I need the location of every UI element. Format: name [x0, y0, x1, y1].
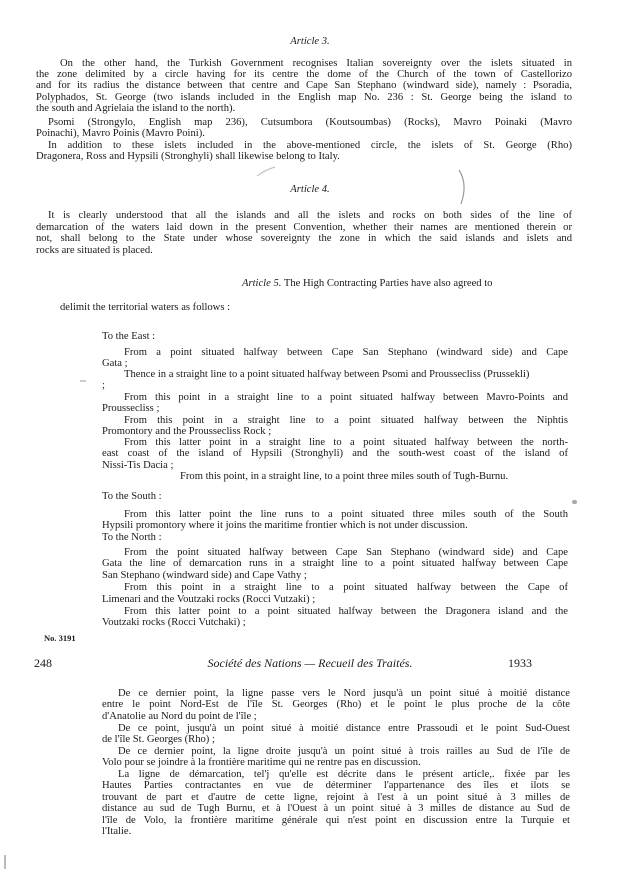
- fr-line10: trouvant de part et d'autre de cette ligne, rejoint à l'est à un point situé à 3 milles de: [102, 792, 570, 803]
- article-5-heading: Article 5.: [242, 278, 282, 289]
- east-line4: ;: [102, 380, 105, 391]
- art3-p1-line1: On the other hand, the Turkish Government recognises Italian sovereignty over the islets situated in: [60, 58, 572, 69]
- east-line5: From this point in a straight line to a point situated halfway between Mavro-Points and: [124, 392, 568, 403]
- art4-line3: not, shall belong to the State under whose sovereignty the zone in which the said islands and islets and: [36, 233, 572, 244]
- east-line6: Prousseсliss ;: [102, 403, 160, 414]
- east-line1: From a point situated halfway between Cape San Stephano (windward side) and Cape: [124, 347, 568, 358]
- fr-line9: Hautes Parties contractantes en vue de déterminer l'appartenance des îles et ilots se: [102, 780, 570, 791]
- fr-line1: De ce dernier point, la ligne passe vers le Nord jusqu'à un point situé à moitié distance: [118, 688, 570, 699]
- north-line7: Voutzaki rocks (Rocci Vutchaki) ;: [102, 617, 246, 628]
- east-line3: Thence in a straight line to a point situated halfway between Psomi and Prousseсliss (Prussekli): [124, 369, 530, 380]
- art3-p1-line3: and for its radius the distance between that centre and Cape San Stephano (windward side), namely : Psoradia,: [36, 80, 572, 91]
- south-line1: From this latter point the line runs to a point situated three miles south of the South: [124, 509, 568, 520]
- east-line9: From this latter point in a straight line to a point situated halfway between the north-: [124, 437, 568, 448]
- journal-title: Société des Nations — Recueil des Traités.: [207, 656, 413, 670]
- year: 1933: [508, 656, 532, 670]
- fr-line2: entre le point Nord-Est de l'île St. Georges (Rho) et le point le plus proche de la côte: [102, 699, 570, 710]
- art3-p2-line1: Psomi (Strongylo, English map 236), Cutsumbora (Koutsoumbas) (Rocks), Mavro Poinaki (Mavro: [48, 117, 572, 128]
- art5-intro-line1: [242, 278, 492, 290]
- north-line1: From the point situated halfway between Cape San Stephano (windward side) and Cape: [124, 547, 568, 558]
- art4-line1: It is clearly understood that all the islands and all the islets and rocks on both sides of the line of: [48, 210, 572, 221]
- fr-line6: De ce dernier point, la ligne droite jusqu'à un point situé à trois railles au Sud de l'île de: [118, 746, 570, 757]
- south-heading: To the South :: [102, 491, 162, 502]
- scan-mark: [255, 166, 277, 178]
- art4-line2: demarcation of the waters laid down in the present Convention, whether their names are mentioned therein or: [36, 222, 572, 233]
- art3-p3-line1: In addition to these islets included in the above-mentioned circle, the islets of St. George (Rho): [48, 140, 572, 151]
- east-line8: Promontory and the Prousseсliss Rock ;: [102, 426, 272, 437]
- art5-intro-text: The High Contracting Parties have also agreed to: [281, 278, 493, 289]
- north-heading: To the North :: [102, 532, 162, 543]
- art3-p1-line4: Polyphados, St. George (two islands included in the English map No. 236 : St. George being the island to: [36, 92, 572, 103]
- art3-p3-line2: Dragonera, Ross and Hypsili (Stronghyli) shall likewise belong to Italy.: [36, 151, 340, 162]
- art3-p2-line2: Poinachi), Mavro Poinis (Mavro Poini).: [36, 128, 205, 139]
- north-line5: Limenari and the Voutzaki rocks (Rocci Vutzaki) ;: [102, 594, 316, 605]
- treaty-number: No. 3191: [44, 633, 76, 643]
- fr-line3: d'Anatolie au Nord du point de l'île ;: [102, 711, 257, 722]
- north-line4: From this point in a straight line to a point situated halfway between the Cape of: [124, 582, 568, 593]
- fr-line5: de l'île St. Georges (Rho) ;: [102, 734, 215, 745]
- east-line2: Gata ;: [102, 358, 128, 369]
- north-line2: Gata the line of demarcation runs in a straight line to a point situated halfway between Cape: [102, 558, 568, 569]
- east-line7: From this point in a straight line to a point situated halfway between the Niphtis: [124, 415, 568, 426]
- scan-speck: [4, 855, 6, 869]
- south-line2: Hypsili promontory where it joins the maritime frontier which is not under discussion.: [102, 520, 468, 531]
- fr-line12: l'île de Volo, la frontière maritime générale qui n'est point en discussion entre la Turquie et: [102, 815, 570, 826]
- article-4-heading: Article 4.: [290, 184, 330, 195]
- east-heading: To the East :: [102, 331, 156, 342]
- article-3-heading: Article 3.: [290, 36, 330, 47]
- east-line12: From this point, in a straight line, to a point three miles south of Tugh-Burnu.: [180, 471, 509, 482]
- page-number: 248: [34, 656, 52, 670]
- fr-line13: l'Italie.: [102, 826, 132, 837]
- north-line6: From this latter point to a point situated halfway between the Dragonera island and the: [124, 606, 568, 617]
- north-line3: San Stephano (windward side) and Cape Vathy ;: [102, 570, 307, 581]
- fr-line4: De ce point, jusqu'à un point situé à moitié distance entre Prassoudi et le point Sud-Ouest: [118, 723, 570, 734]
- art5-intro-line2: delimit the territorial waters as follows :: [60, 302, 231, 313]
- scan-speck: [80, 380, 86, 382]
- east-line10: east coast of the island of Hypsili (Stronghyli) and the south-west coast of the island of: [102, 448, 568, 459]
- scan-speck: [572, 500, 577, 504]
- art4-line4: rocks are situated is placed.: [36, 245, 153, 256]
- fr-line7: Volo pour se joindre à la frontière maritime qui ne rentre pas en discussion.: [102, 757, 421, 768]
- fr-line11: distance au sud de Tugh Burnu, et à l'Ouest à un point situé à 3 milles de distance au Sud de: [102, 803, 570, 814]
- east-line11: Nissi-Tis Dacia ;: [102, 460, 174, 471]
- fr-line8: La ligne de démarcation, tel'j qu'elle est décrite dans le présent article,. fixée par les: [118, 769, 570, 780]
- art3-p1-line2: the zone delimited by a circle having for its centre the dome of the Church of the town of Castellorizo: [36, 69, 572, 80]
- art3-p1-line5: the south and Agrielaia the island to the north).: [36, 103, 236, 114]
